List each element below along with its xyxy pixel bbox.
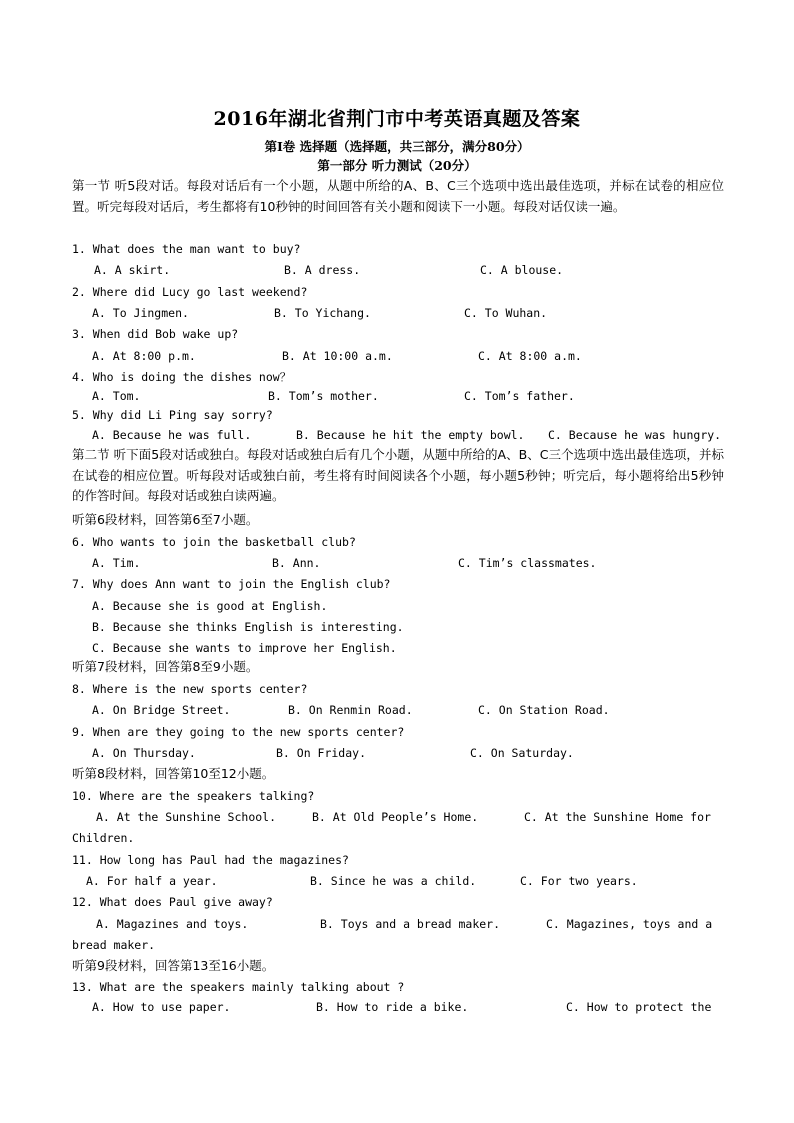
q4-option-a: A. Tom. — [92, 389, 141, 403]
q3-option-b: B. At 10:00 a.m. — [282, 349, 393, 363]
page-title: 2016年湖北省荆门市中考英语真题及答案 — [213, 108, 581, 130]
q13-option-b: B. How to ride a bike. — [316, 1000, 469, 1014]
material-9-heading: 听第9段材料，回答第13至16小题。 — [72, 958, 275, 973]
q10-option-b: B. At Old People’s Home. — [312, 810, 479, 824]
q1-option-a: A. A skirt. — [94, 263, 171, 277]
q9-option-c: C. On Saturday. — [470, 746, 574, 760]
section2-intro: 第二节 听下面5段对话或独白。每段对话或独白后有几个小题，从题中所给的A、B、C三个选项中选出最佳选项，并标在试卷的相应位置。听每段对话或独白前，考生将有时间阅读各个小题，每小题5秒钟；听完后，每小题将给出5秒钟的作答时间。每段对话或独白读两遍。 — [72, 447, 724, 503]
q9-option-b: B. On Friday. — [276, 746, 367, 760]
q10-option-c: C. At the Sunshine Home for — [524, 810, 711, 824]
q6-option-b: B. Ann. — [272, 556, 321, 570]
q6-option-a: A. Tim. — [92, 556, 141, 570]
q12-option-c-continued: bread maker. — [72, 938, 156, 952]
question-13: 13. What are the speakers mainly talking about ? — [72, 980, 405, 994]
q1-option-b: B. A dress. — [284, 263, 361, 277]
q7-option-a: A. Because she is good at English. — [92, 599, 328, 613]
question-7: 7. Why does Ann want to join the English club? — [72, 577, 391, 591]
question-5: 5. Why did Li Ping say sorry? — [72, 408, 273, 422]
material-6-heading: 听第6段材料，回答第6至7小题。 — [72, 512, 259, 527]
question-11: 11. How long has Paul had the magazines? — [72, 853, 349, 867]
q11-option-b: B. Since he was a child. — [310, 874, 477, 888]
q4-option-b: B. Tom’s mother. — [268, 389, 379, 403]
q2-option-c: C. To Wuhan. — [464, 306, 548, 320]
q6-option-c: C. Tim’s classmates. — [458, 556, 597, 570]
q3-option-c: C. At 8:00 a.m. — [478, 349, 582, 363]
question-8: 8. Where is the new sports center? — [72, 682, 308, 696]
material-8-heading: 听第8段材料，回答第10至12小题。 — [72, 766, 275, 781]
question-6: 6. Who wants to join the basketball club? — [72, 535, 356, 549]
q10-option-c-continued: Children. — [72, 831, 135, 845]
q4-option-c: C. Tom’s father. — [464, 389, 575, 403]
q8-option-b: B. On Renmin Road. — [288, 703, 413, 717]
q5-option-a: A. Because he was full. — [92, 428, 252, 442]
question-9: 9. When are they going to the new sports center? — [72, 725, 405, 739]
question-10: 10. Where are the speakers talking? — [72, 789, 315, 803]
question-1: 1. What does the man want to buy? — [72, 242, 301, 256]
q8-option-a: A. On Bridge Street. — [92, 703, 231, 717]
question-12: 12. What does Paul give away? — [72, 895, 273, 909]
q10-option-a: A. At the Sunshine School. — [96, 810, 277, 824]
q7-option-b: B. Because she thinks English is interesting. — [92, 620, 404, 634]
q13-option-c: C. How to protect the — [566, 1000, 712, 1014]
q2-option-b: B. To Yichang. — [274, 306, 371, 320]
q3-option-a: A. At 8:00 p.m. — [92, 349, 196, 363]
question-2: 2. Where did Lucy go last weekend? — [72, 285, 308, 299]
question-4: 4. Who is doing the dishes now？ — [72, 370, 292, 384]
q12-option-b: B. Toys and a bread maker. — [320, 917, 501, 931]
q9-option-a: A. On Thursday. — [92, 746, 196, 760]
q8-option-c: C. On Station Road. — [478, 703, 610, 717]
q5-option-c: C. Because he was hungry. — [548, 428, 722, 442]
part-heading: 第一部分 听力测试（20分） — [317, 158, 477, 173]
q13-option-a: A. How to use paper. — [92, 1000, 231, 1014]
q12-option-a: A. Magazines and toys. — [96, 917, 249, 931]
q2-option-a: A. To Jingmen. — [92, 306, 189, 320]
material-7-heading: 听第7段材料，回答第8至9小题。 — [72, 659, 259, 674]
q11-option-c: C. For two years. — [520, 874, 638, 888]
q12-option-c: C. Magazines, toys and a — [546, 917, 713, 931]
question-3: 3. When did Bob wake up? — [72, 327, 239, 341]
q7-option-c: C. Because she wants to improve her English. — [92, 641, 397, 655]
volume-heading: 第Ⅰ卷 选择题（选择题，共三部分，满分80分） — [264, 139, 530, 154]
section1-intro: 第一节 听5段对话。每段对话后有一个小题，从题中所给的A、B、C三个选项中选出最佳选项，并标在试卷的相应位置。听完每段对话后，考生都将有10秒钟的时间回答有关小题和阅读下一小题。每段对话仅读一遍。 — [72, 178, 724, 214]
q11-option-a: A. For half a year. — [86, 874, 218, 888]
q1-option-c: C. A blouse. — [480, 263, 564, 277]
q5-option-b: B. Because he hit the empty bowl. — [296, 428, 525, 442]
